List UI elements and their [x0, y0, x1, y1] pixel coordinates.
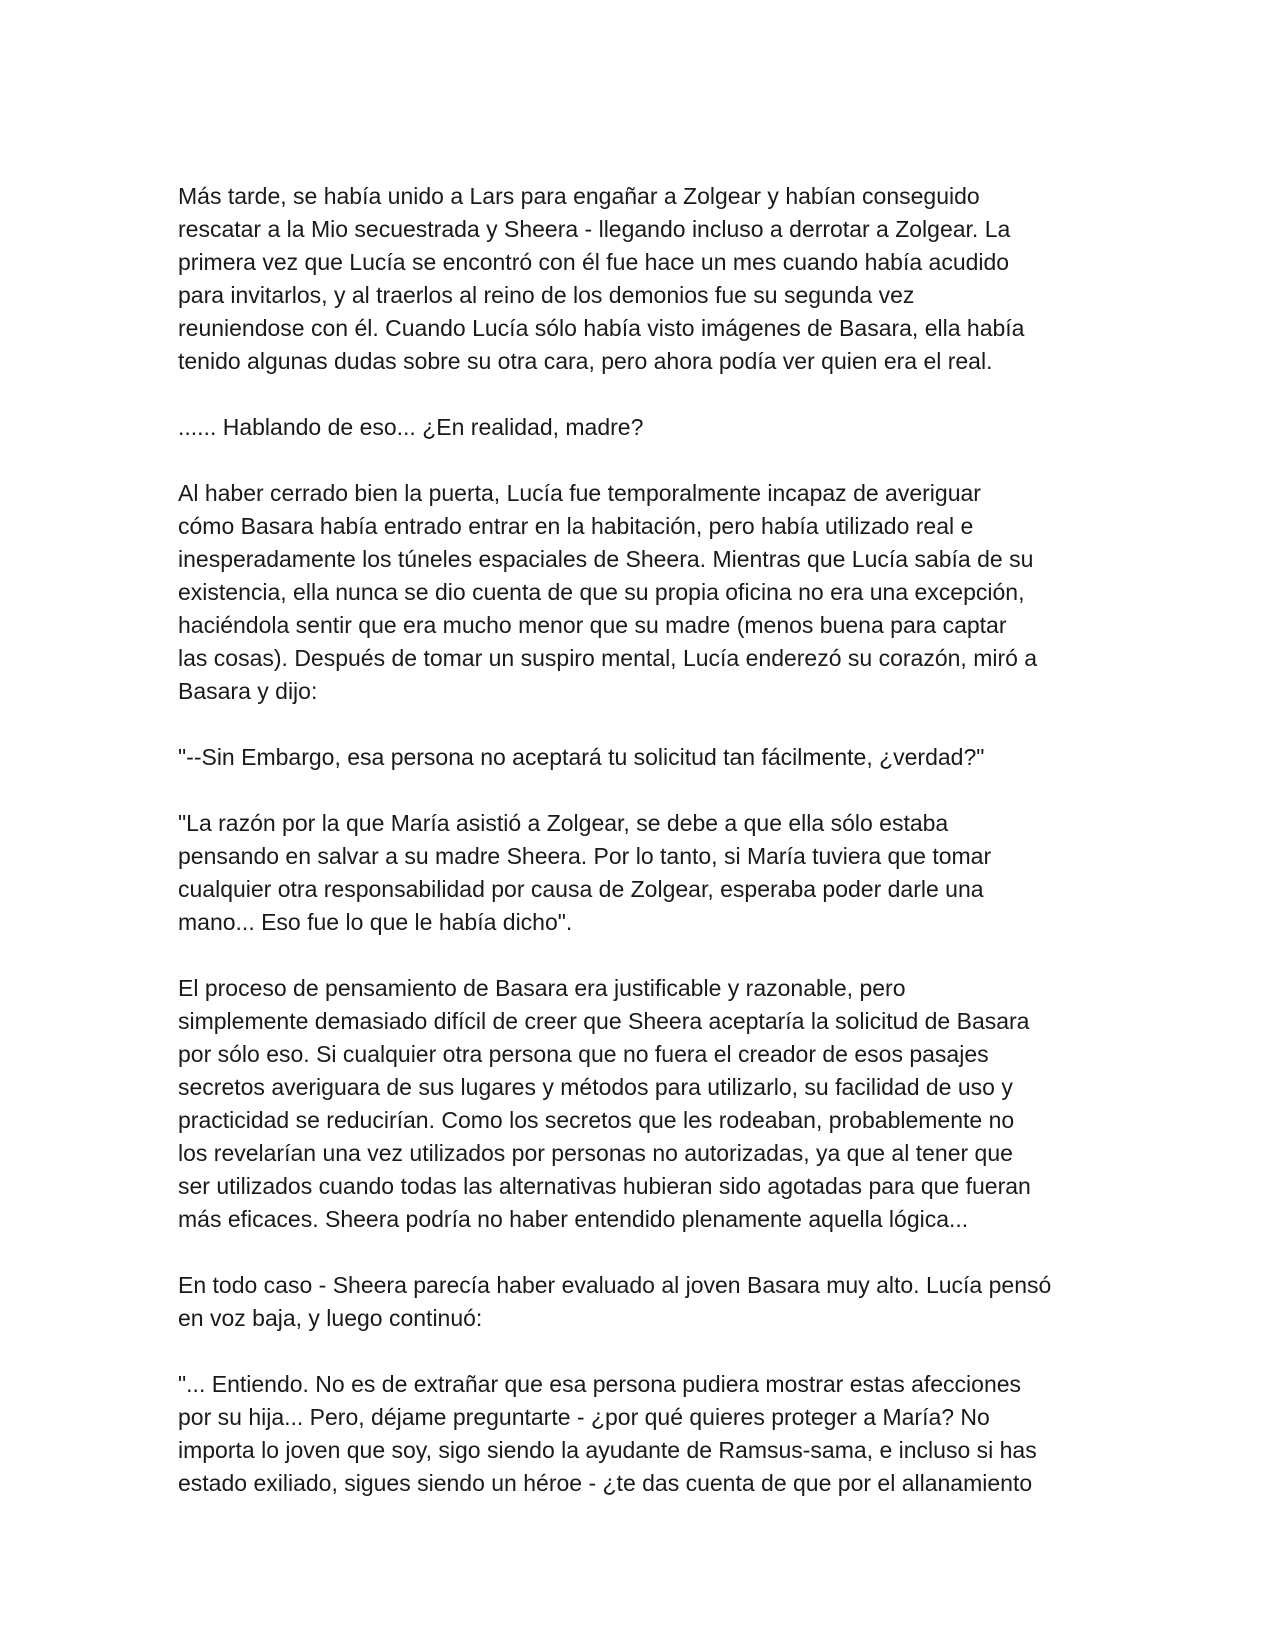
text-line: las cosas). Después de tomar un suspiro mental, Lucía enderezó su corazón, miró a [178, 645, 1038, 671]
text-line: "... Entiendo. No es de extrañar que esa persona pudiera mostrar estas afecciones [178, 1371, 1022, 1397]
text-line: estado exiliado, sigues siendo un héroe - ¿te das cuenta de que por el allanamiento [178, 1470, 1033, 1496]
text-line: Al haber cerrado bien la puerta, Lucía fue temporalmente incapaz de averiguar [178, 480, 981, 506]
text-line: para invitarlos, y al traerlos al reino de los demonios fue su segunda vez [178, 282, 915, 308]
text-line: "La razón por la que María asistió a Zolgear, se debe a que ella sólo estaba [178, 810, 949, 836]
text-line: ...... Hablando de eso... ¿En realidad, madre? [178, 414, 644, 440]
text-line: practicidad se reducirían. Como los secretos que les rodeaban, probablemente no [178, 1107, 1015, 1133]
text-line: más eficaces. Sheera podría no haber entendido plenamente aquella lógica... [178, 1206, 969, 1232]
text-line: rescatar a la Mio secuestrada y Sheera - llegando incluso a derrotar a Zolgear. La [178, 216, 1011, 242]
paragraph [178, 411, 1098, 444]
text-line: "--Sin Embargo, esa persona no aceptará tu solicitud tan fácilmente, ¿verdad?" [178, 744, 985, 770]
text-line: importa lo joven que soy, sigo siendo la ayudante de Ramsus-sama, e incluso si has [178, 1437, 1037, 1463]
text-line: tenido algunas dudas sobre su otra cara, pero ahora podía ver quien era el real. [178, 348, 993, 374]
text-line: primera vez que Lucía se encontró con él fue hace un mes cuando había acudido [178, 249, 1010, 275]
text-line: inesperadamente los túneles espaciales de Sheera. Mientras que Lucía sabía de su [178, 546, 1034, 572]
text-line: ser utilizados cuando todas las alternativas hubieran sido agotadas para que fueran [178, 1173, 1031, 1199]
paragraph [178, 180, 1098, 378]
text-line: En todo caso - Sheera parecía haber evaluado al joven Basara muy alto. Lucía pensó [178, 1272, 1052, 1298]
text-line: secretos averiguara de sus lugares y métodos para utilizarlo, su facilidad de uso y [178, 1074, 1013, 1100]
text-line: por su hija... Pero, déjame preguntarte - ¿por qué quieres proteger a María? No [178, 1404, 990, 1430]
paragraph [178, 1368, 1098, 1500]
text-line: cualquier otra responsabilidad por causa de Zolgear, esperaba poder darle una [178, 876, 984, 902]
paragraph [178, 807, 1098, 939]
text-line: mano... Eso fue lo que le había dicho". [178, 909, 573, 935]
paragraph [178, 741, 1098, 774]
text-line: por sólo eso. Si cualquier otra persona que no fuera el creador de esos pasajes [178, 1041, 989, 1067]
text-line: haciéndola sentir que era mucho menor que su madre (menos buena para captar [178, 612, 1007, 638]
text-line: existencia, ella nunca se dio cuenta de que su propia oficina no era una excepción, [178, 579, 1025, 605]
text-line: Más tarde, se había unido a Lars para engañar a Zolgear y habían conseguido [178, 183, 980, 209]
paragraph [178, 972, 1098, 1236]
text-line: El proceso de pensamiento de Basara era justificable y razonable, pero [178, 975, 906, 1001]
paragraph [178, 477, 1098, 708]
paragraph [178, 1269, 1098, 1335]
text-line: Basara y dijo: [178, 678, 318, 704]
text-line: simplemente demasiado difícil de creer que Sheera aceptaría la solicitud de Basara [178, 1008, 1030, 1034]
text-line: reuniendose con él. Cuando Lucía sólo había visto imágenes de Basara, ella había [178, 315, 1025, 341]
text-line: cómo Basara había entrado entrar en la habitación, pero había utilizado real e [178, 513, 974, 539]
text-line: en voz baja, y luego continuó: [178, 1305, 483, 1331]
document-body [178, 180, 1098, 1500]
text-line: pensando en salvar a su madre Sheera. Por lo tanto, si María tuviera que tomar [178, 843, 992, 869]
text-line: los revelarían una vez utilizados por personas no autorizadas, ya que al tener que [178, 1140, 1013, 1166]
